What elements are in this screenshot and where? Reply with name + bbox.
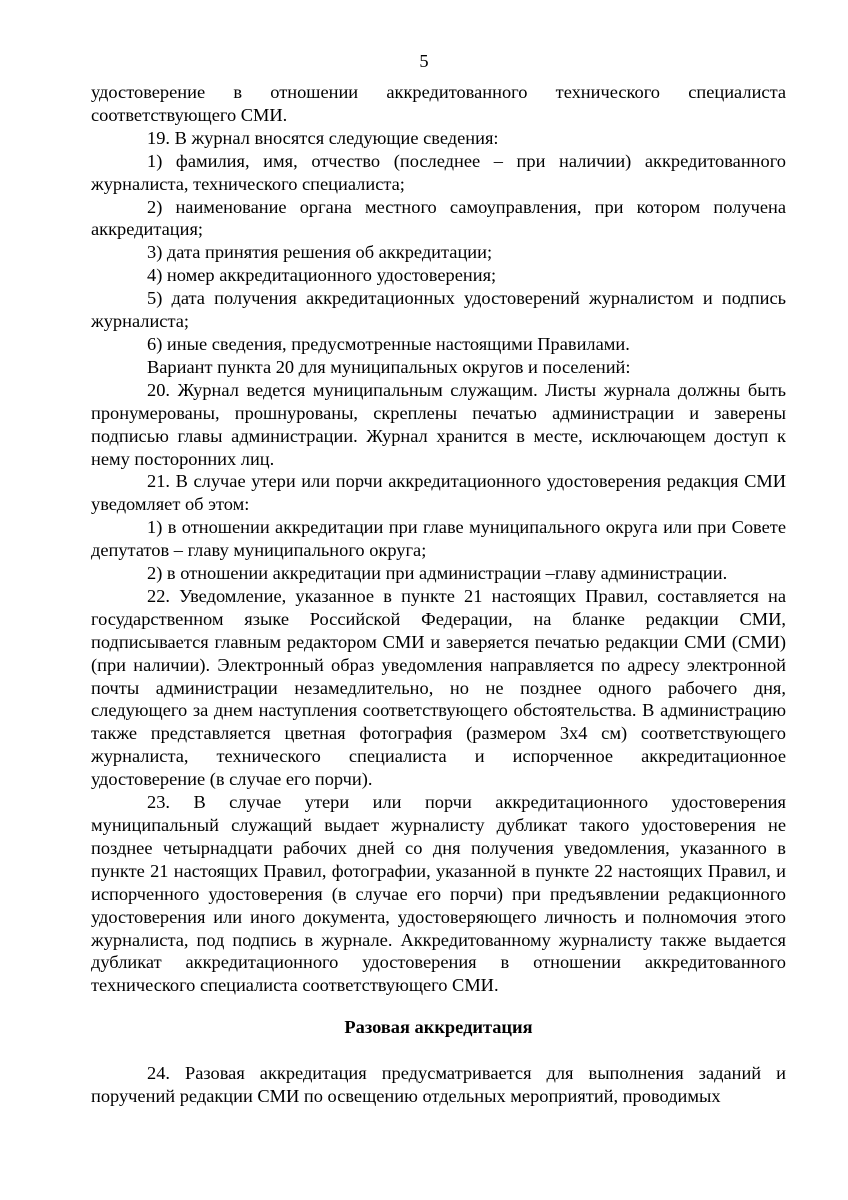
paragraph: 21. В случае утери или порчи аккредитационного удостоверения редакция СМИ уведомляет об этом: (91, 471, 786, 515)
paragraph: удостоверение в отношении аккредитованного технического специалиста соответствующего СМИ. (91, 82, 786, 125)
paragraph: 5) дата получения аккредитационных удостоверений журналистом и подпись журналиста; (91, 288, 786, 332)
body-text (91, 81, 786, 1108)
section-heading: Разовая аккредитация (344, 1017, 533, 1038)
paragraph: 23. В случае утери или порчи аккредитационного удостоверения муниципальный служащий выдает журналисту дубликат такого удостоверения не позднее четырнадцати рабочих дней со дня получения уведомления, указанного в пункте 21 настоящих Правил, фотографии, указанной в пункте 22 настоящих Правил, и испорченного удостоверения (в случае его порчи) при предъявлении редакционного удостоверения или иного документа, удостоверяющего личность и полномочия этого журналиста, под подпись в журнале. Аккредитованному журналисту также выдается дубликат аккредитационного удостоверения в отношении аккредитованного технического специалиста соответствующего СМИ. (91, 792, 786, 996)
paragraph: 24. Разовая аккредитация предусматривается для выполнения заданий и поручений редакции СМИ по освещению отдельных мероприятий, проводимых (91, 1063, 786, 1107)
paragraphs-before (91, 81, 786, 997)
paragraph: Вариант пункта 20 для муниципальных округов и поселений: (147, 356, 631, 377)
paragraph: 22. Уведомление, указанное в пункте 21 настоящих Правил, составляется на государственном языке Российской Федерации, на бланке редакции СМИ, подписывается главным редактором СМИ и заверяется печатью редакции СМИ (СМИ) (при наличии). Электронный образ уведомления направляется по адресу электронной почты администрации незамедлительно, но не позднее одного рабочего дня, следующего за днем наступления соответствующего обстоятельства. В администрацию также представляется цветная фотография (размером 3х4 см) соответствующего журналиста, технического специалиста и испорченное аккредитационное удостоверение (в случае его порчи). (91, 585, 786, 790)
paragraph: 1) фамилия, имя, отчество (последнее – при наличии) аккредитованного журналиста, технического специалиста; (91, 150, 786, 194)
paragraph: 19. В журнал вносятся следующие сведения: (147, 127, 499, 148)
paragraph: 20. Журнал ведется муниципальным служащим. Листы журнала должны быть пронумерованы, прошнурованы, скреплены печатью администрации и заверены подписью главы администрации. Журнал хранится в месте, исключающем доступ к нему посторонних лиц. (91, 379, 786, 469)
paragraphs-after (91, 1062, 786, 1108)
paragraph: 6) иные сведения, предусмотренные настоящими Правилами. (147, 333, 630, 354)
paragraph: 4) номер аккредитационного удостоверения; (147, 265, 497, 286)
paragraph: 2) в отношении аккредитации при администрации –главу администрации. (147, 563, 728, 584)
page-number: 5 (419, 51, 429, 71)
paragraph: 2) наименование органа местного самоуправления, при котором получена аккредитация; (91, 196, 786, 240)
paragraph: 3) дата принятия решения об аккредитации; (147, 242, 493, 263)
paragraph: 1) в отношении аккредитации при главе муниципального округа или при Совете депутатов – главу муниципального округа; (91, 517, 786, 561)
